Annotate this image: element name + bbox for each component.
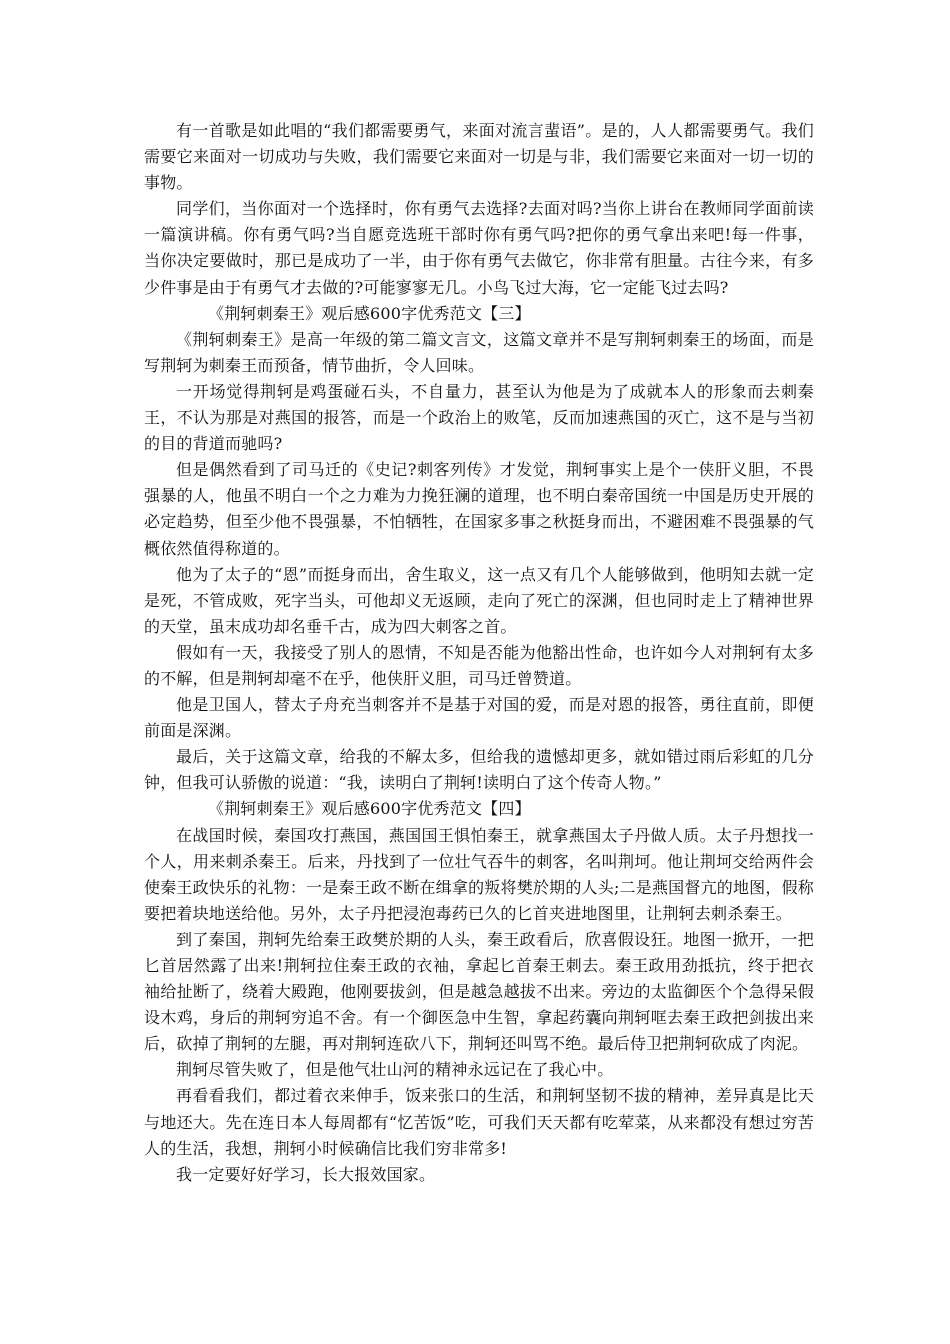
- paragraph-shiji-assassins: 但是偶然看到了司马迁的《史记?刺客列传》才发觉，荆轲事实上是个一侠肝义胆，不畏强暴的人，他虽不明白一个之力难为力挽狂澜的道理，也不明白秦帝国统一中国是历史开展的必定趋势，但至少他不畏强暴，不怕牺牲，在国家多事之秋挺身而出，不避困难不畏强暴的气概依然值得称道的。: [144, 460, 814, 558]
- paragraph-for-the-prince: 他为了太子的“恩”而挺身而出，舍生取义，这一点又有几个人能够做到，他明知去就一定是死，不管成败，死字当头，可他却义无返顾，走向了死亡的深渊，但也同时走上了精神世界的天堂，虽末成功却名垂千古，成为四大刺客之首。: [144, 564, 814, 636]
- paragraph-warring-states: 在战国时候，秦国攻打燕国，燕国国王惧怕秦王，就拿燕国太子丹做人质。太子丹想找一个人，用来刺杀秦王。后来，丹找到了一位壮气吞牛的刺客，名叫荆坷。他让荆坷交给两件会使秦王政快乐的礼物：一是秦王政不断在缉拿的叛将樊於期的人头;二是燕国督亢的地图，假称要把着块地送给他。另外，太子丹把浸泡毒药已久的匕首夹进地图里，让荆轲去刺杀秦王。: [144, 825, 814, 923]
- paragraph-finally: 最后，关于这篇文章，给我的不解太多，但给我的遗憾却更多，就如错过雨后彩虹的几分钟，但我可认骄傲的说道：“我，读明白了荆轲!读明白了这个传奇人物。”: [144, 747, 814, 793]
- paragraph-study-hard: 我一定要好好学习，长大报效国家。: [176, 1164, 436, 1184]
- paragraph-second-classical-text: 《荆轲刺秦王》是高一年级的第二篇文言文，这篇文章并不是写荆轲刺秦王的场面，而是写荆轲为刺秦王而预备，情节曲折，令人回味。: [144, 329, 814, 375]
- document-body: [144, 118, 814, 1188]
- section-heading-four: 《荆轲刺秦王》观后感600字优秀范文【四】: [208, 799, 531, 819]
- paragraph-classmates-choice: 同学们，当你面对一个选择时，你有勇气去选择?去面对吗?当你上讲台在教师同学面前读一篇演讲稿。你有勇气吗?当自愿竞选班干部时你有勇气吗?把你的勇气拿出来吧!每一件事，当你决定要做时，那已是成功了一半，由于你有勇气去做它，你非常有胆量。古往今来，有多少件事是由于有勇气才去做的?可能寥寥无几。小鸟飞过大海，它一定能飞过去吗?: [144, 199, 814, 297]
- paragraph-courage-song: 有一首歌是如此唱的“我们都需要勇气，来面对流言蜚语”。是的，人人都需要勇气。我们需要它来面对一切成功与失败，我们需要它来面对一切是与非，我们需要它来面对一切一切的事物。: [144, 121, 814, 193]
- paragraph-wei-native: 他是卫国人，替太子舟充当刺客并不是基于对国的爱，而是对恩的报答，勇往直前，即便前面是深渊。: [144, 695, 814, 741]
- paragraph-look-at-us: 再看看我们，都过着衣来伸手，饭来张口的生活，和荆轲坚韧不拔的精神，差异真是比天与地还大。先在连日本人每周都有“忆苦饭”吃，可我们天天都有吃荤菜，从来都没有想过穷苦人的生活，我想，荆轲小时候确信比我们穷非常多!: [144, 1086, 814, 1158]
- section-heading-three: 《荆轲刺秦王》观后感600字优秀范文【三】: [208, 303, 531, 323]
- paragraph-if-one-day: 假如有一天，我接受了别人的恩情，不知是否能为他豁出性命，也许如今人对荆轲有太多的不解，但是荆轲却毫不在乎，他侠肝义胆，司马迁曾赞道。: [144, 642, 814, 688]
- paragraph-failed-but: 荆轲尽管失败了，但是他气壮山河的精神永远记在了我心中。: [176, 1060, 614, 1080]
- paragraph-egg-against-stone: 一开场觉得荆轲是鸡蛋碰石头，不自量力，甚至认为他是为了成就本人的形象而去刺秦王，不认为那是对燕国的报答，而是一个政治上的败笔，反而加速燕国的灭亡，这不是与当初的目的背道而驰吗?: [144, 381, 814, 454]
- paragraph-arrival-qin: 到了秦国，荆轲先给秦王政樊於期的人头，秦王政看后，欣喜假设狂。地图一掀开，一把匕首居然露了出来!荆轲拉住秦王政的衣袖，拿起匕首秦王刺去。秦王政用劲抵抗，终于把衣袖给扯断了，绕着大殿跑，他刚要拔剑，但是越急越拔不出来。旁边的太监御医个个急得呆假设木鸡，身后的荆轲穷追不舍。有一个御医急中生智，拿起药囊向荆轲哐去秦王政把剑拔出来后，砍掉了荆轲的左腿，再对荆轲连砍八下，荆轲还叫骂不绝。最后侍卫把荆轲砍成了肉泥。: [144, 929, 814, 1054]
